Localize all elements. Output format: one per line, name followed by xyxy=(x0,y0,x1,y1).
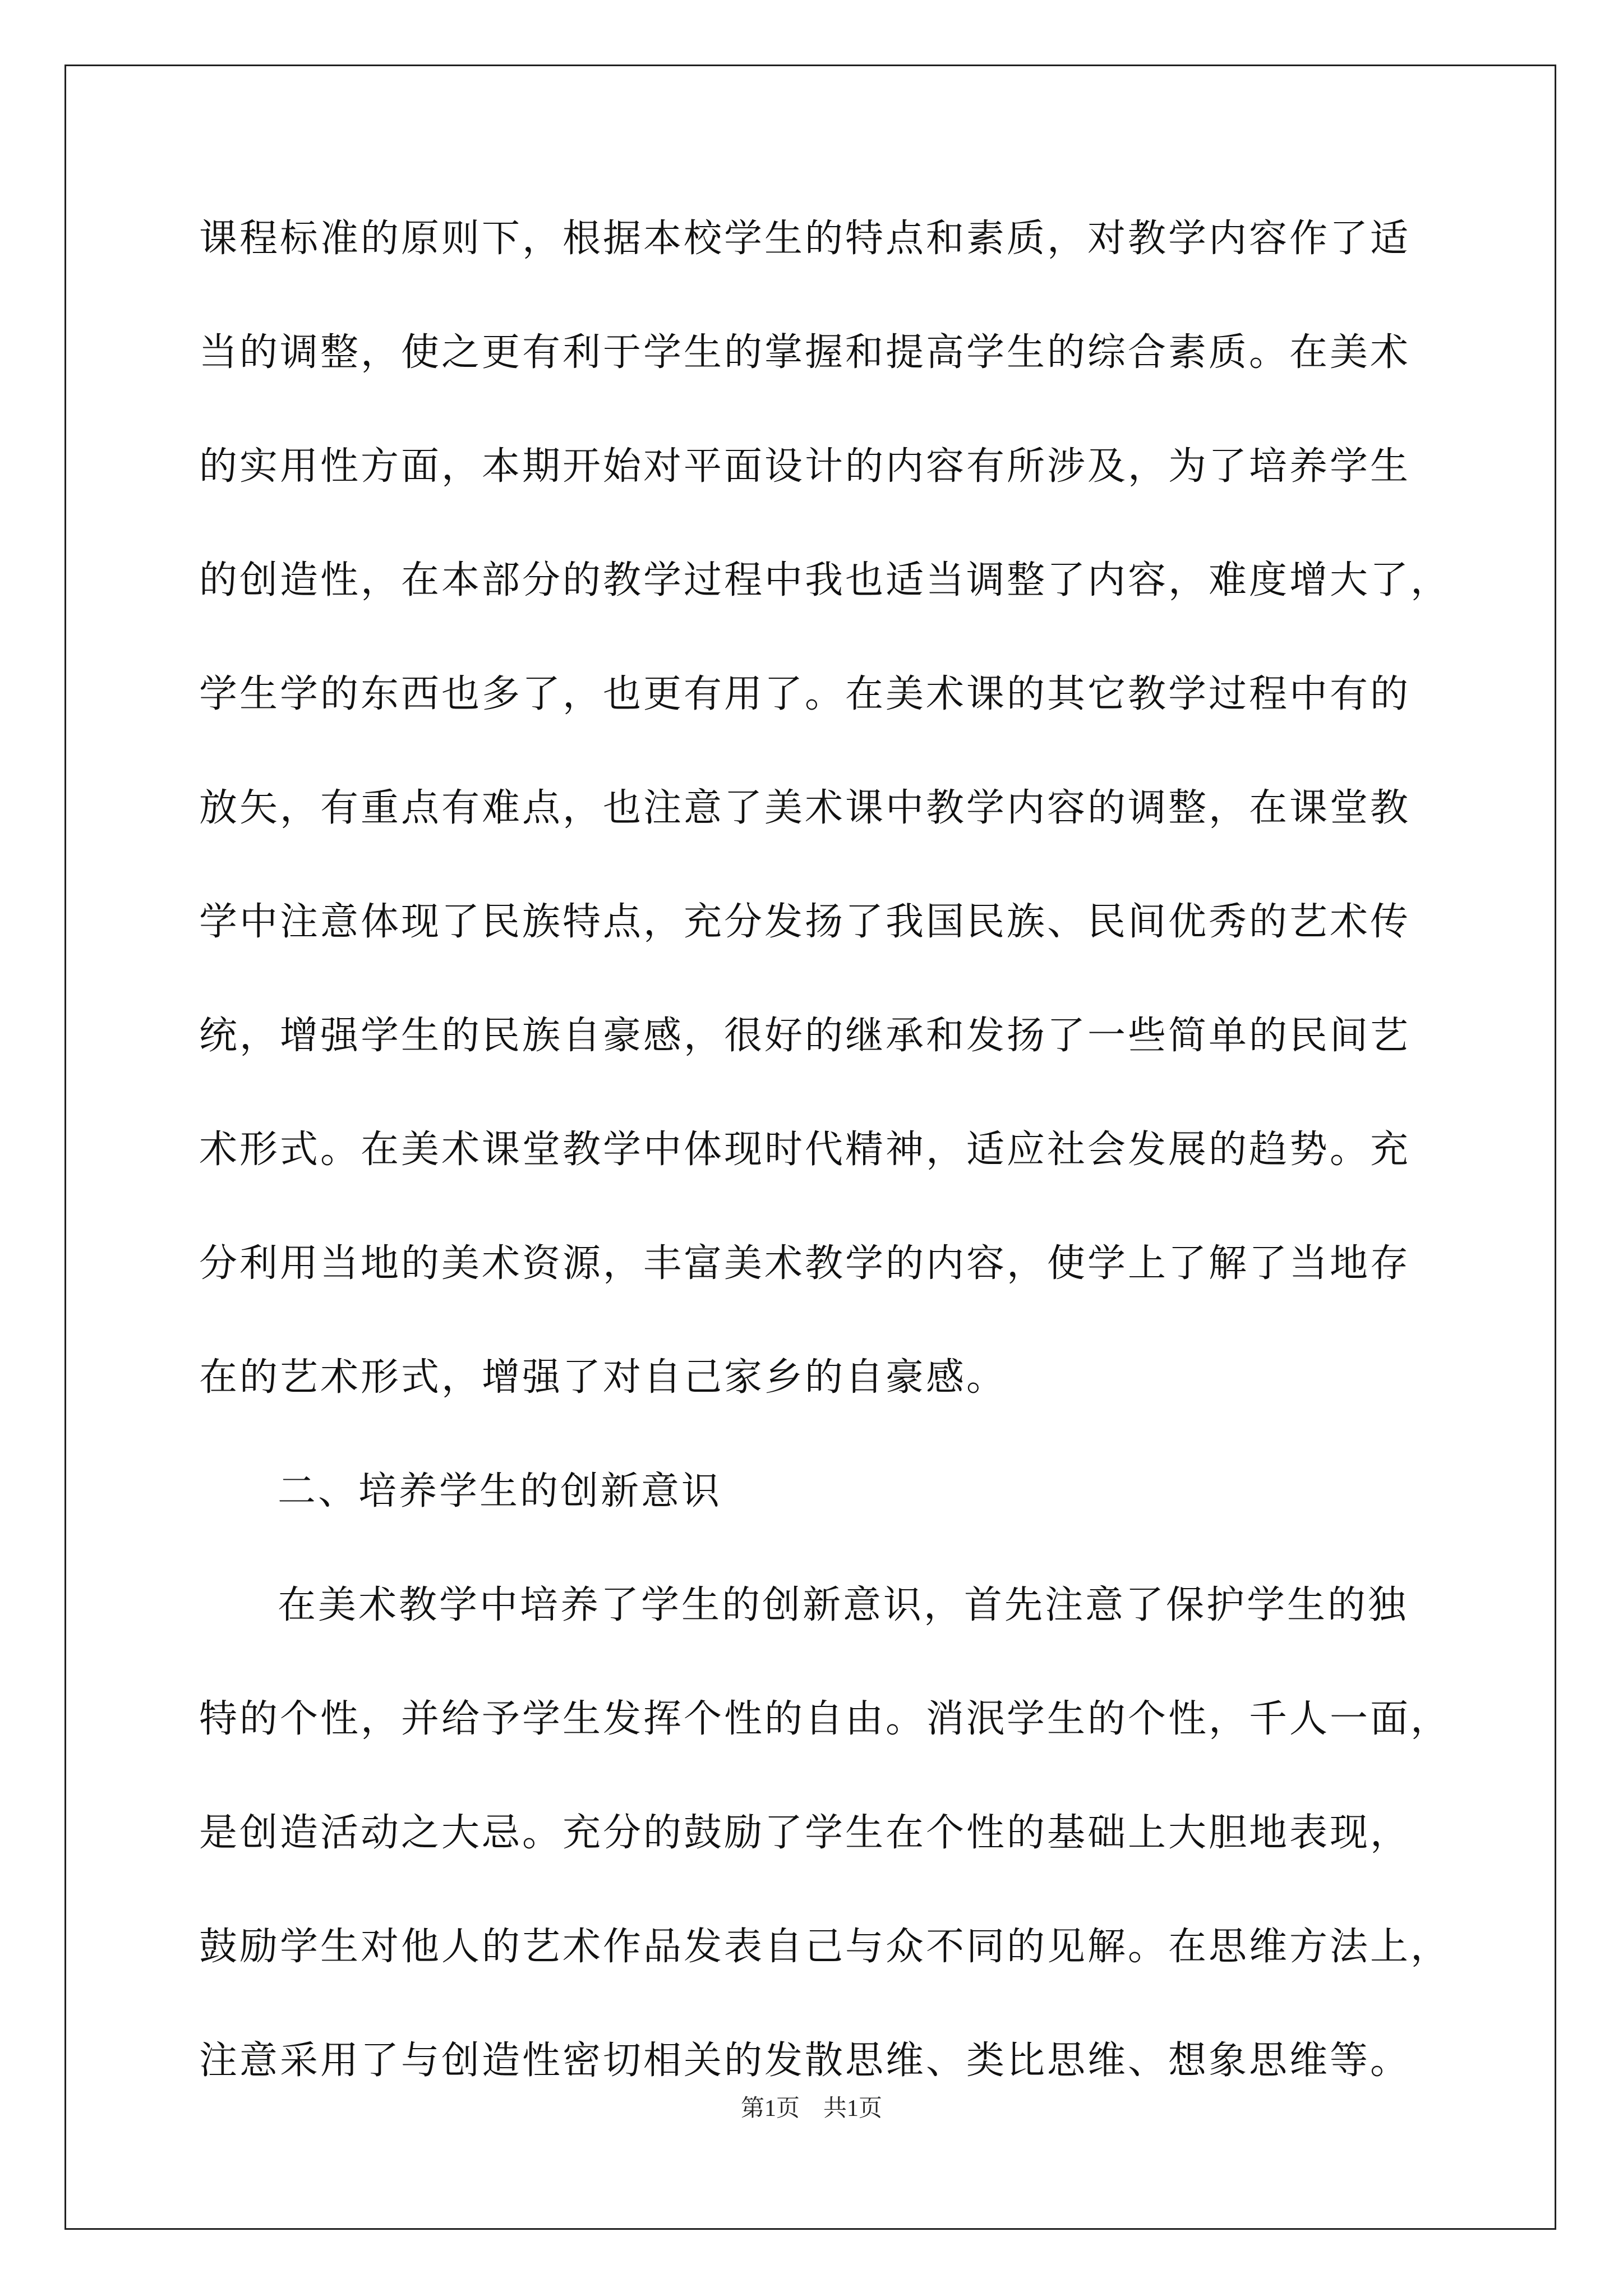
text-line: 放矢，有重点有难点，也注意了美术课中教学内容的调整，在课堂教 xyxy=(199,786,1411,830)
text-line: 课程标准的原则下，根据本校学生的特点和素质，对教学内容作了适 xyxy=(199,217,1411,261)
text-line: 在的艺术形式，增强了对自己家乡的自豪感。 xyxy=(199,1355,1007,1400)
document-body xyxy=(199,211,1451,2147)
text-line: 分利用当地的美术资源，丰富美术教学的内容，使学上了解了当地存 xyxy=(199,1241,1411,1286)
text-line: 的实用性方面，本期开始对平面设计的内容有所涉及，为了培养学生 xyxy=(199,444,1411,489)
text-line: 学中注意体现了民族特点，充分发扬了我国民族、民间优秀的艺术传 xyxy=(199,900,1411,944)
text-line: 当的调整，使之更有利于学生的掌握和提高学生的综合素质。在美术 xyxy=(199,330,1411,375)
text-line: 特的个性，并给予学生发挥个性的自由。消泯学生的个性，千人一面， xyxy=(199,1697,1451,1741)
text-line: 学生学的东西也多了，也更有用了。在美术课的其它教学过程中有的 xyxy=(199,672,1411,716)
page-number-footer: 第1页 共1页 xyxy=(740,2096,882,2122)
text-line: 术形式。在美术课堂教学中体现时代精神，适应社会发展的趋势。充 xyxy=(199,1128,1411,1172)
paragraph-first-line: 在美术教学中培养了学生的创新意识，首先注意了保护学生的独 xyxy=(278,1583,1409,1627)
text-line: 注意采用了与创造性密切相关的发散思维、类比思维、想象思维等。 xyxy=(199,2039,1411,2083)
section-heading: 二、培养学生的创新意识 xyxy=(278,1469,722,1513)
text-line: 鼓励学生对他人的艺术作品发表自己与众不同的见解。在思维方法上， xyxy=(199,1925,1451,1969)
text-line: 的创造性，在本部分的教学过程中我也适当调整了内容，难度增大了， xyxy=(199,558,1451,602)
text-line: 统，增强学生的民族自豪感，很好的继承和发扬了一些简单的民间艺 xyxy=(199,1014,1411,1058)
text-line: 是创造活动之大忌。充分的鼓励了学生在个性的基础上大胆地表现， xyxy=(199,1811,1411,1855)
